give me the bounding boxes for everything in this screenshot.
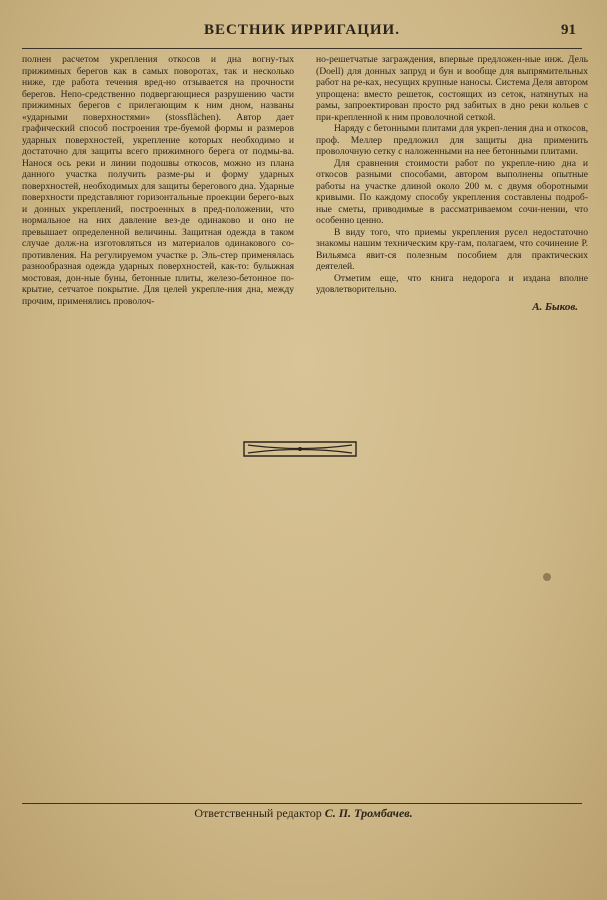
author-signature: А. Быков. — [532, 300, 578, 313]
section-divider-ornament-icon — [240, 438, 360, 460]
right-paragraph-3: Для сравнения стоимости работ по укрепле-нию дна и откосов разными способами, автором выполнены опытные работы на участке длиной около 200 м. с двумя оборотными кривыми. По каждому способу укрепления составлены подроб-ные сметы, приводимые в рассматриваемом сочи-нении, что особенно ценно. — [316, 157, 588, 226]
right-paragraph-5: Отметим еще, что книга недорога и издана вполне удовлетворительно. — [316, 272, 588, 295]
left-paragraph-1: полнен расчетом укрепления откосов и дна вогну-тых прижимных берегов как в самых поворотах, так и несколько ниже, где работа течения вред-но отзывается на прочности берегов. Непо-средственно подвергающиеся разрушению части прижимных берегов с прилегающим к ним дном, названы «ударными поверхностями» (stossflächen). Автор дает графический способ построения тре-буемой формы и размеров ударных поверхностей, укрепление которых необходимо и достаточно для защиты всего прижимного берега от подмы-ва. Нанося ось реки и линии подошвы откосов, можно из плана данного участка получить разме-ры и форму ударных поверхностей, необходимых для защиты берегового дна. Ударные поверхности представляют горизонтальные проекции берего-вых и донных укреплений, построенных в пред-положении, что нормальное на них давление вез-де одинаково и оно не превышает определенной величины. Защитная одежда в таком случае долж-на изготовляться из материалов одинакового со-противления. На регулируемом участке р. Эль-стер применялась разнообразная одежда ударных поверхностей, как-то: булыжная мостовая, дон-ные буны, бетонные плиты, железо-бетонное по-крытие, сетчатое покрытие. Для целей укрепле-ния дна, между прочим, применялись проволоч- — [22, 54, 294, 307]
article-columns — [22, 54, 588, 354]
editor-line — [0, 806, 607, 821]
paper-stain — [543, 573, 551, 581]
right-paragraph-1: но-решетчатые заграждения, впервые предложен-ные инж. Дель (Doell) для донных запруд и бун и вообще для выпрямительных работ на ре-ках, несущих крупные наносы. Система Деля автором упрощена: вместо решеток, состоящих из сеток, натянутых на рамы, запроектирован просто ряд забитых в дно реки кольев с при-крепленной к ним проволочной сеткой. — [316, 54, 588, 123]
right-paragraph-2: Наряду с бетонными плитами для укреп-ления дна и откосов, проф. Меллер предложил для защиты дна применить проволочную сетку с наложенными на нее бетонными плитами. — [316, 123, 588, 157]
right-column — [316, 54, 588, 313]
page-number: 91 — [561, 22, 576, 38]
page-header — [22, 18, 582, 49]
footer-rule — [22, 803, 582, 804]
editor-label: Ответственный редактор — [194, 806, 322, 820]
left-column — [22, 54, 294, 307]
right-paragraph-4: В виду того, что приемы укрепления русел недостаточно знакомы нашим техническим кру-гам, полагаем, что сочинение Р. Вильямса явит-ся полезным пособием для практических деятелей. — [316, 226, 588, 272]
editor-name: С. П. Тромбачев. — [324, 806, 413, 820]
journal-title: ВЕСТНИК ИРРИГАЦИИ. — [204, 22, 400, 38]
